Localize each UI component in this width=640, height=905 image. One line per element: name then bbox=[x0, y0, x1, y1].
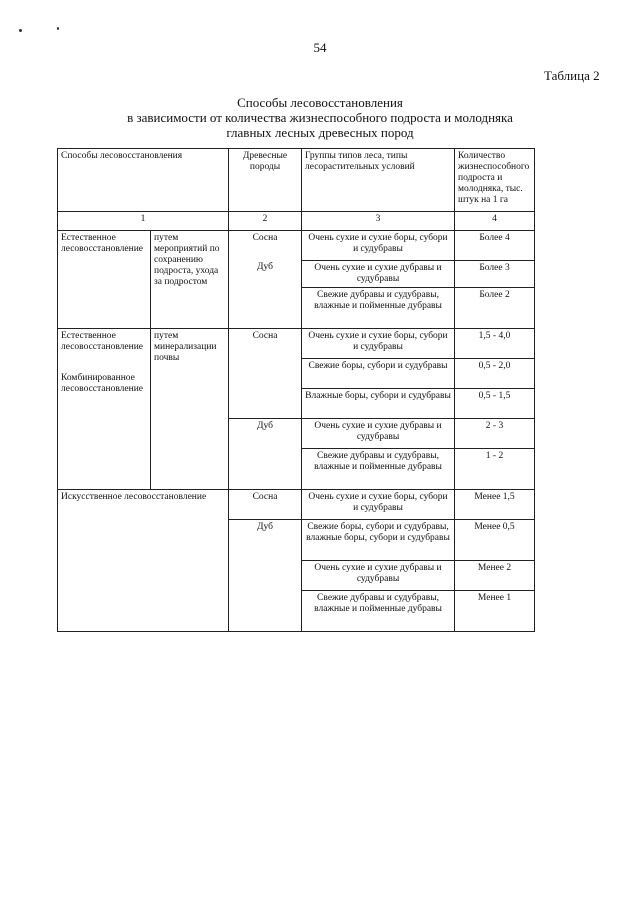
scan-speck bbox=[57, 27, 59, 30]
page-number: 54 bbox=[313, 40, 327, 55]
header-method: Способы лесовосстановления bbox=[58, 149, 229, 212]
amount-cell: 2 - 3 bbox=[455, 418, 535, 448]
method-cell: Естественное лесовосстановление bbox=[58, 231, 151, 329]
forest-type-cell: Очень сухие и сухие боры, субори и судубравы bbox=[302, 231, 455, 261]
amount-cell: 1,5 - 4,0 bbox=[455, 328, 535, 358]
forest-type-cell: Очень сухие и сухие боры, субори и судубравы bbox=[302, 489, 455, 519]
amount-cell: 1 - 2 bbox=[455, 448, 535, 489]
amount-cell: 0,5 - 1,5 bbox=[455, 388, 535, 418]
forest-type-cell: Свежие дубравы и судубравы, влажные и пойменные дубравы bbox=[302, 287, 455, 328]
forest-type-cell: Свежие дубравы и судубравы, влажные и пойменные дубравы bbox=[302, 448, 455, 489]
title-line-1: Способы лесовосстановления bbox=[237, 95, 403, 110]
column-number: 1 bbox=[58, 212, 229, 231]
title-line-2: в зависимости от количества жизнеспособного подроста и молодняка bbox=[127, 110, 513, 125]
column-number: 4 bbox=[455, 212, 535, 231]
species-cell: Дуб bbox=[229, 260, 302, 328]
table-label: Таблица 2 bbox=[544, 68, 600, 83]
species-cell: Сосна bbox=[229, 231, 302, 261]
method-cell bbox=[58, 328, 151, 489]
header-amount: Количество жизнеспособного подроста и молодняка, тыс. штук на 1 га bbox=[455, 149, 535, 212]
forest-type-cell: Очень сухие и сухие дубравы и судубравы bbox=[302, 418, 455, 448]
forest-type-cell: Очень сухие и сухие дубравы и судубравы bbox=[302, 260, 455, 287]
amount-cell: Более 2 bbox=[455, 287, 535, 328]
amount-cell: 0,5 - 2,0 bbox=[455, 358, 535, 388]
method-natural: Естественное лесовосстановление bbox=[61, 330, 144, 352]
title-line-3: главных лесных древесных пород bbox=[226, 125, 414, 140]
table-row bbox=[58, 489, 535, 519]
amount-cell: Менее 1 bbox=[455, 590, 535, 631]
scan-speck bbox=[19, 29, 22, 32]
column-number-row bbox=[58, 212, 535, 231]
method-detail-cell: путем минерализации почвы bbox=[151, 328, 229, 489]
species-cell: Дуб bbox=[229, 519, 302, 631]
forest-type-cell: Свежие боры, субори и судубравы bbox=[302, 358, 455, 388]
header-species: Древесные породы bbox=[229, 149, 302, 212]
species-cell: Сосна bbox=[229, 489, 302, 519]
amount-cell: Более 3 bbox=[455, 260, 535, 287]
method-detail-cell: путем мероприятий по сохранению подроста, ухода за подростом bbox=[151, 231, 229, 329]
forest-type-cell: Влажные боры, субори и судубравы bbox=[302, 388, 455, 418]
method-cell: Искусственное лесовосстановление bbox=[58, 489, 229, 631]
method-combined: Комбинированное лесовосстановление bbox=[61, 372, 144, 394]
forest-type-cell: Очень сухие и сухие дубравы и судубравы bbox=[302, 560, 455, 590]
forest-type-cell: Свежие боры, субори и судубравы, влажные боры, субори и судубравы bbox=[302, 519, 455, 560]
header-forest-type: Группы типов леса, типы лесорастительных условий bbox=[302, 149, 455, 212]
species-cell: Дуб bbox=[229, 418, 302, 489]
species-cell: Сосна bbox=[229, 328, 302, 418]
header-row bbox=[58, 149, 535, 212]
forest-type-cell: Очень сухие и сухие боры, субори и судубравы bbox=[302, 328, 455, 358]
column-number: 2 bbox=[229, 212, 302, 231]
table-row bbox=[58, 231, 535, 261]
table-row bbox=[58, 328, 535, 358]
column-number: 3 bbox=[302, 212, 455, 231]
amount-cell: Более 4 bbox=[455, 231, 535, 261]
reforestation-table bbox=[57, 148, 535, 632]
amount-cell: Менее 0,5 bbox=[455, 519, 535, 560]
table-title bbox=[0, 95, 640, 140]
forest-type-cell: Свежие дубравы и судубравы, влажные и пойменные дубравы bbox=[302, 590, 455, 631]
amount-cell: Менее 1,5 bbox=[455, 489, 535, 519]
amount-cell: Менее 2 bbox=[455, 560, 535, 590]
